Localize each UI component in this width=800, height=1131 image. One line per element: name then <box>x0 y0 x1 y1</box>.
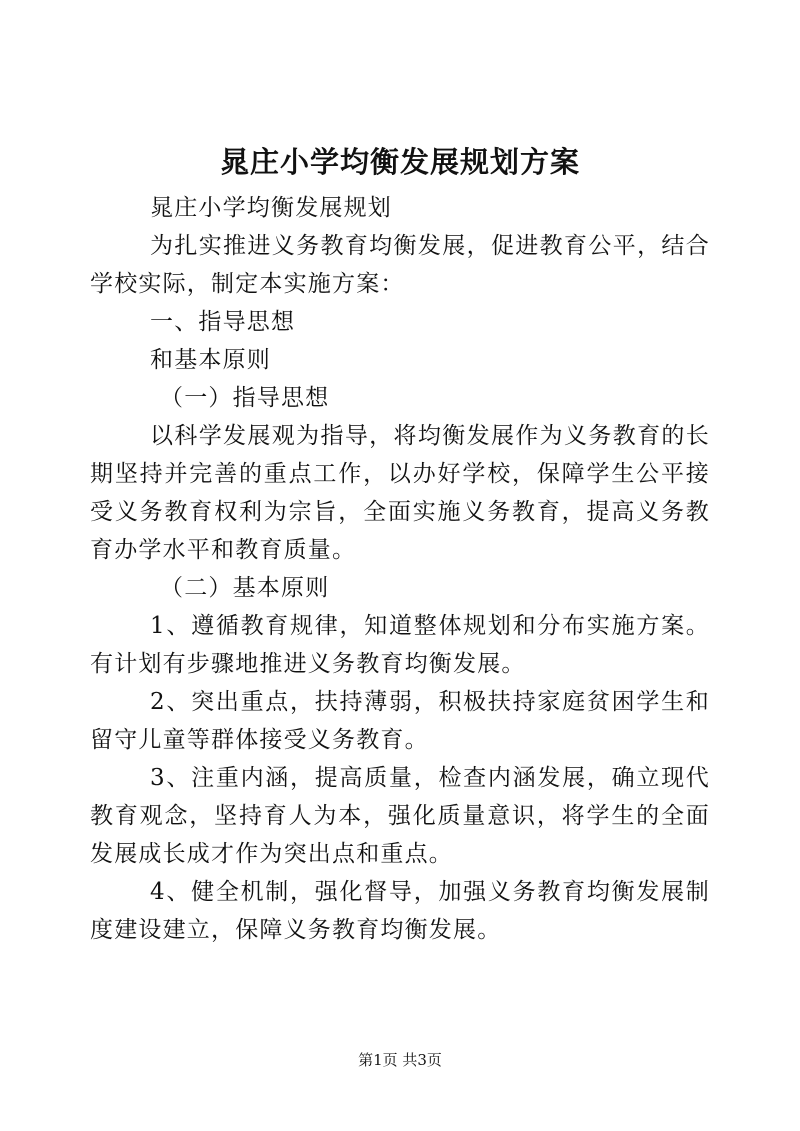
subheading-basic-principles: （二）基本原则 <box>160 575 330 601</box>
principle-item-3: 3、注重内涵，提高质量，检查内涵发展，确立现代教育观念，坚持育人为本，强化质量意识，将学生的全面发展成长成才作为突出点和重点。 <box>90 765 710 867</box>
subheading-guiding-ideology: （一）指导思想 <box>160 385 330 411</box>
principle-item-2: 2、突出重点，扶持薄弱，积极扶持家庭贫困学生和留守儿童等群体接受义务教育。 <box>90 689 710 753</box>
paragraph-guiding-ideology: 以科学发展观为指导，将均衡发展作为义务教育的长期坚持并完善的重点工作，以办好学校，保障学生公平接受义务教育权利为宗旨，全面实施义务教育，提高义务教育办学水平和教育质量。 <box>90 423 710 563</box>
principle-item-4: 4、健全机制，强化督导，加强义务教育均衡发展制度建设建立，保障义务教育均衡发展。 <box>90 879 710 943</box>
document-body <box>90 189 710 949</box>
paragraph-subtitle: 晁庄小学均衡发展规划 <box>150 195 392 221</box>
document-title: 晁庄小学均衡发展规划方案 <box>219 145 580 179</box>
heading-guiding-ideology: 一、指导思想 <box>150 309 296 335</box>
paragraph-intro: 为扎实推进义务教育均衡发展，促进教育公平，结合学校实际，制定本实施方案： <box>90 233 710 297</box>
heading-basic-principles: 和基本原则 <box>150 347 271 373</box>
principle-item-1: 1、遵循教育规律，知道整体规划和分布实施方案。有计划有步骤地推进义务教育均衡发展。 <box>90 613 710 677</box>
page-number-footer: 第1页 共3页 <box>358 1051 442 1069</box>
